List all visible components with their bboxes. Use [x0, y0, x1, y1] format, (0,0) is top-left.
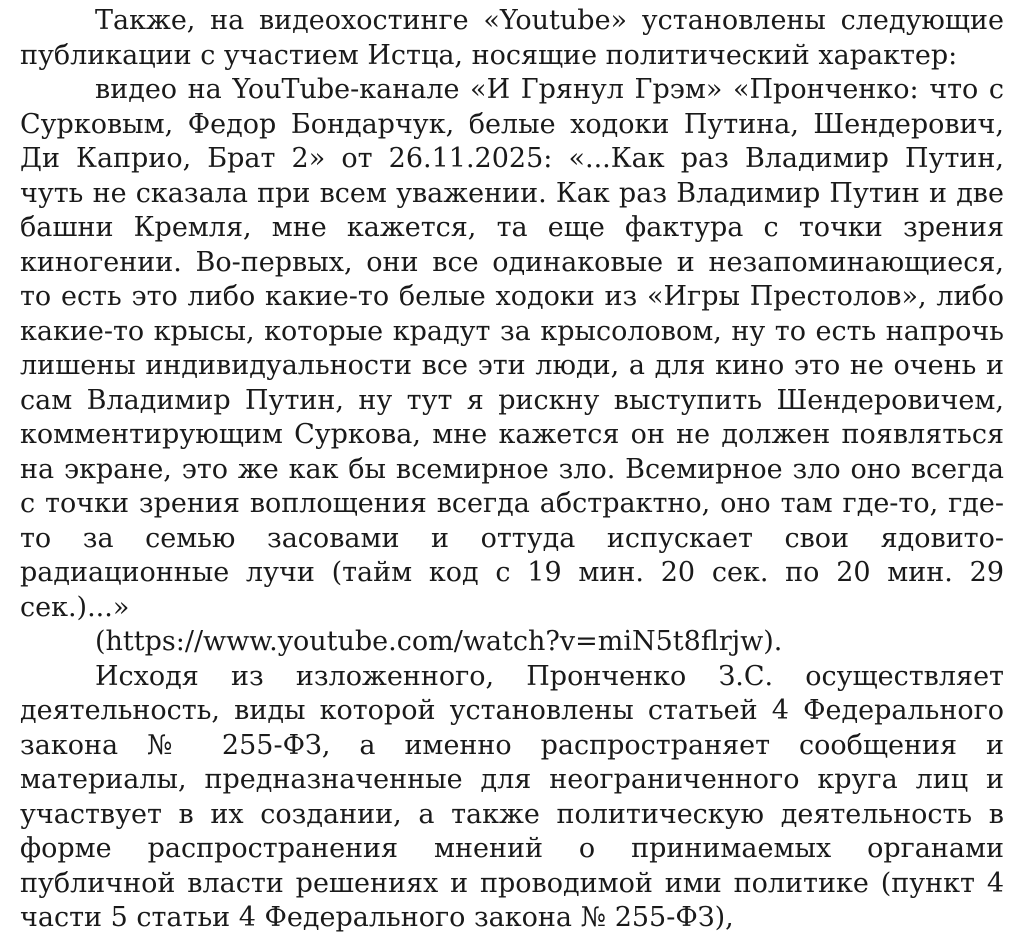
document-page	[20, 4, 1004, 936]
paragraph-youtube-intro: Также, на видеохостинге «Youtube» установлены следующие публикации с участием Истца, носящие политический характер:	[20, 5, 1004, 71]
paragraph-video-quote: видео на YouTube-канале «И Грянул Грэм» «Пронченко: что с Сурковым, Федор Бондарчук, белые ходоки Путина, Шендерович, Ди Каприо, Брат 2» от 26.11.2025: «...Как раз Владимир Путин, чуть не сказала при всем уважении. Как раз Владимир Путин и две башни Кремля, мне кажется, та еще фактура с точки зрения киногении. Во-первых, они все одинаковые и незапоминающиеся, то есть это либо какие-то белые ходоки из «Игры Престолов», либо какие-то крысы, которые крадут за крысоловом, ну то есть напрочь лишены индивидуальности все эти люди, а для кино это не очень и сам Владимир Путин, ну тут я рискну выступить Шендеровичем, комментирующим Суркова, мне кажется он не должен появляться на экране, это же как бы всемирное зло. Всемирное зло оно всегда с точки зрения воплощения всегда абстрактно, оно там где-то, где-то за семью засовами и оттуда испускает свои ядовито-радиационные лучи (тайм код с 19 мин. 20 сек. по 20 мин. 29 сек.)...»	[20, 74, 1004, 623]
paragraph-video-link: (https://www.youtube.com/watch?v=miN5t8flrjw).	[95, 626, 783, 657]
paragraph-conclusion: Исходя из изложенного, Пронченко З.С. осуществляет деятельность, виды которой установлены статьей 4 Федерального закона № 255-ФЗ, а именно распространяет сообщения и материалы, предназначенные для неограниченного круга лиц и участвует в их создании, а также политическую деятельность в форме распространения мнений о принимаемых органами публичной власти решениях и проводимой ими политике (пункт 4 части 5 статьи 4 Федерального закона № 255-ФЗ),	[20, 660, 1004, 933]
